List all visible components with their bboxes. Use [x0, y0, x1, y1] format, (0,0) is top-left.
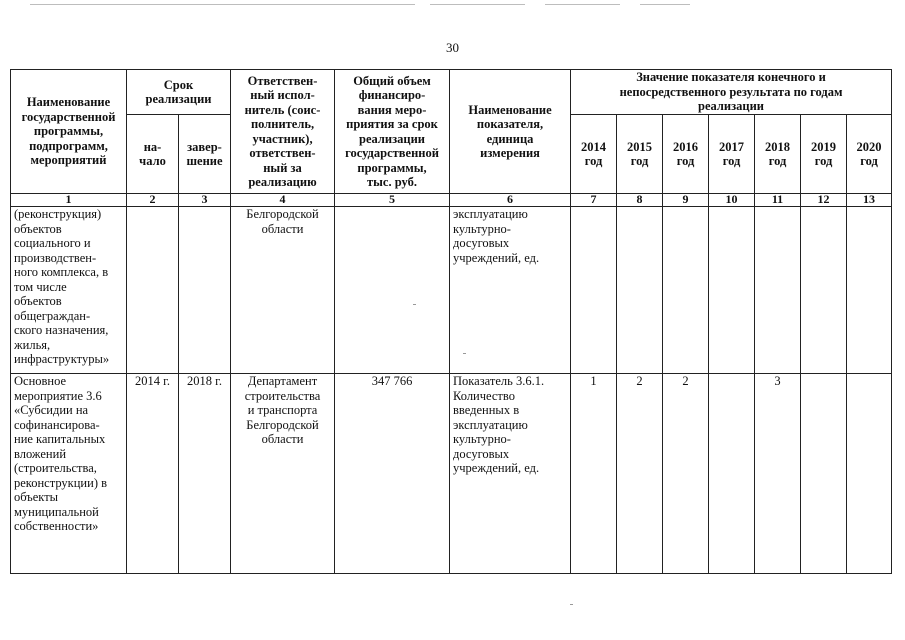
column-number: 12	[801, 194, 847, 207]
row-responsible: Белгородской области	[246, 207, 319, 236]
column-number: 11	[755, 194, 801, 207]
row-end: 2018 г.	[179, 374, 231, 574]
table-row	[11, 374, 892, 574]
column-number: 9	[663, 194, 709, 207]
header-responsible	[231, 70, 335, 194]
row-year-value	[571, 207, 617, 374]
row-year-value	[709, 374, 755, 574]
row-responsible-cell	[231, 207, 335, 374]
header-year-text: 2017 год	[719, 139, 745, 168]
row-indicator-cell	[450, 374, 571, 574]
column-number: 10	[709, 194, 755, 207]
header-indicator	[450, 70, 571, 194]
header-year	[801, 115, 847, 194]
header-year-text: 2014 год	[581, 139, 607, 168]
header-end-text: завер- шение	[186, 139, 223, 168]
column-number-row	[11, 194, 892, 207]
header-indicator-text: Наименование показателя, единица измерения	[468, 102, 552, 160]
row-year-value	[755, 207, 801, 374]
row-year-value	[847, 207, 892, 374]
row-year-value	[709, 207, 755, 374]
row-responsible: Департамент строительства и транспорта Белгородской области	[244, 374, 321, 446]
header-year	[755, 115, 801, 194]
header-start	[127, 115, 179, 194]
row-name: Основное мероприятие 3.6 «Субсидии на софинансирова- ние капитальных вложений (строительства, реконструкции) в объекты муниципальной собственности»	[14, 374, 108, 533]
header-values-group	[571, 70, 892, 115]
header-funding	[335, 70, 450, 194]
row-year-value: 2	[663, 374, 709, 574]
header-funding-text: Общий объем финансиро- вания меро- приятия за срок реализации государственной программы, тыс. руб.	[345, 73, 439, 189]
header-year-text: 2018 год	[765, 139, 791, 168]
scan-speck	[570, 604, 573, 605]
column-number: 4	[231, 194, 335, 207]
header-year-text: 2015 год	[627, 139, 653, 168]
header-year-text: 2020 год	[856, 139, 882, 168]
row-year-value: 1	[571, 374, 617, 574]
page-number: 30	[446, 40, 459, 55]
scan-speck	[463, 353, 466, 354]
row-funding: 347 766	[335, 374, 450, 574]
header-year	[617, 115, 663, 194]
scan-speck	[413, 304, 416, 305]
row-indicator: Показатель 3.6.1. Количество введенных в эксплуатацию культурно- досуговых учреждений, ед.	[453, 374, 545, 475]
row-year-value	[847, 374, 892, 574]
header-year	[663, 115, 709, 194]
row-funding	[335, 207, 450, 374]
row-year-value	[801, 374, 847, 574]
row-indicator: эксплуатацию культурно- досуговых учреждений, ед.	[453, 207, 540, 265]
header-term: Срок реализации	[127, 70, 231, 115]
row-end	[179, 207, 231, 374]
column-number: 5	[335, 194, 450, 207]
top-border-line	[430, 4, 525, 5]
header-year-text: 2019 год	[811, 139, 837, 168]
row-year-value	[617, 207, 663, 374]
top-border-line	[640, 4, 690, 5]
row-indicator-cell	[450, 207, 571, 374]
row-name-cell	[11, 374, 127, 574]
table-row	[11, 207, 892, 374]
column-number: 2	[127, 194, 179, 207]
header-year-text: 2016 год	[673, 139, 699, 168]
header-year	[847, 115, 892, 194]
column-number: 6	[450, 194, 571, 207]
row-start	[127, 207, 179, 374]
row-year-value	[801, 207, 847, 374]
row-year-value	[663, 207, 709, 374]
column-number: 7	[571, 194, 617, 207]
top-border-line	[545, 4, 620, 5]
header-name: Наименование государственной программы, подпрограмм, мероприятий	[11, 70, 127, 194]
header-year	[709, 115, 755, 194]
row-responsible-cell	[231, 374, 335, 574]
row-start: 2014 г.	[127, 374, 179, 574]
column-number: 13	[847, 194, 892, 207]
column-number: 1	[11, 194, 127, 207]
header-values-group-text: Значение показателя конечного и непосредственного результата по годам реализации	[619, 70, 843, 114]
top-border-line	[30, 4, 415, 5]
column-number: 3	[179, 194, 231, 207]
header-responsible-text: Ответствен- ный испол- нитель (соис- полнитель, участник), ответствен- ный за реализацию	[244, 73, 321, 189]
header-year	[571, 115, 617, 194]
header-row	[11, 70, 892, 115]
column-number: 8	[617, 194, 663, 207]
row-year-value: 3	[755, 374, 801, 574]
row-name: (реконструкция) объектов социального и производствен- ного комплекса, в том числе объектов общеграждан- ского назначения, жилья, инфраструктуры»	[14, 207, 110, 366]
row-name-cell	[11, 207, 127, 374]
header-end	[179, 115, 231, 194]
row-year-value: 2	[617, 374, 663, 574]
program-table	[10, 69, 892, 574]
header-start-text: на- чало	[139, 139, 166, 168]
